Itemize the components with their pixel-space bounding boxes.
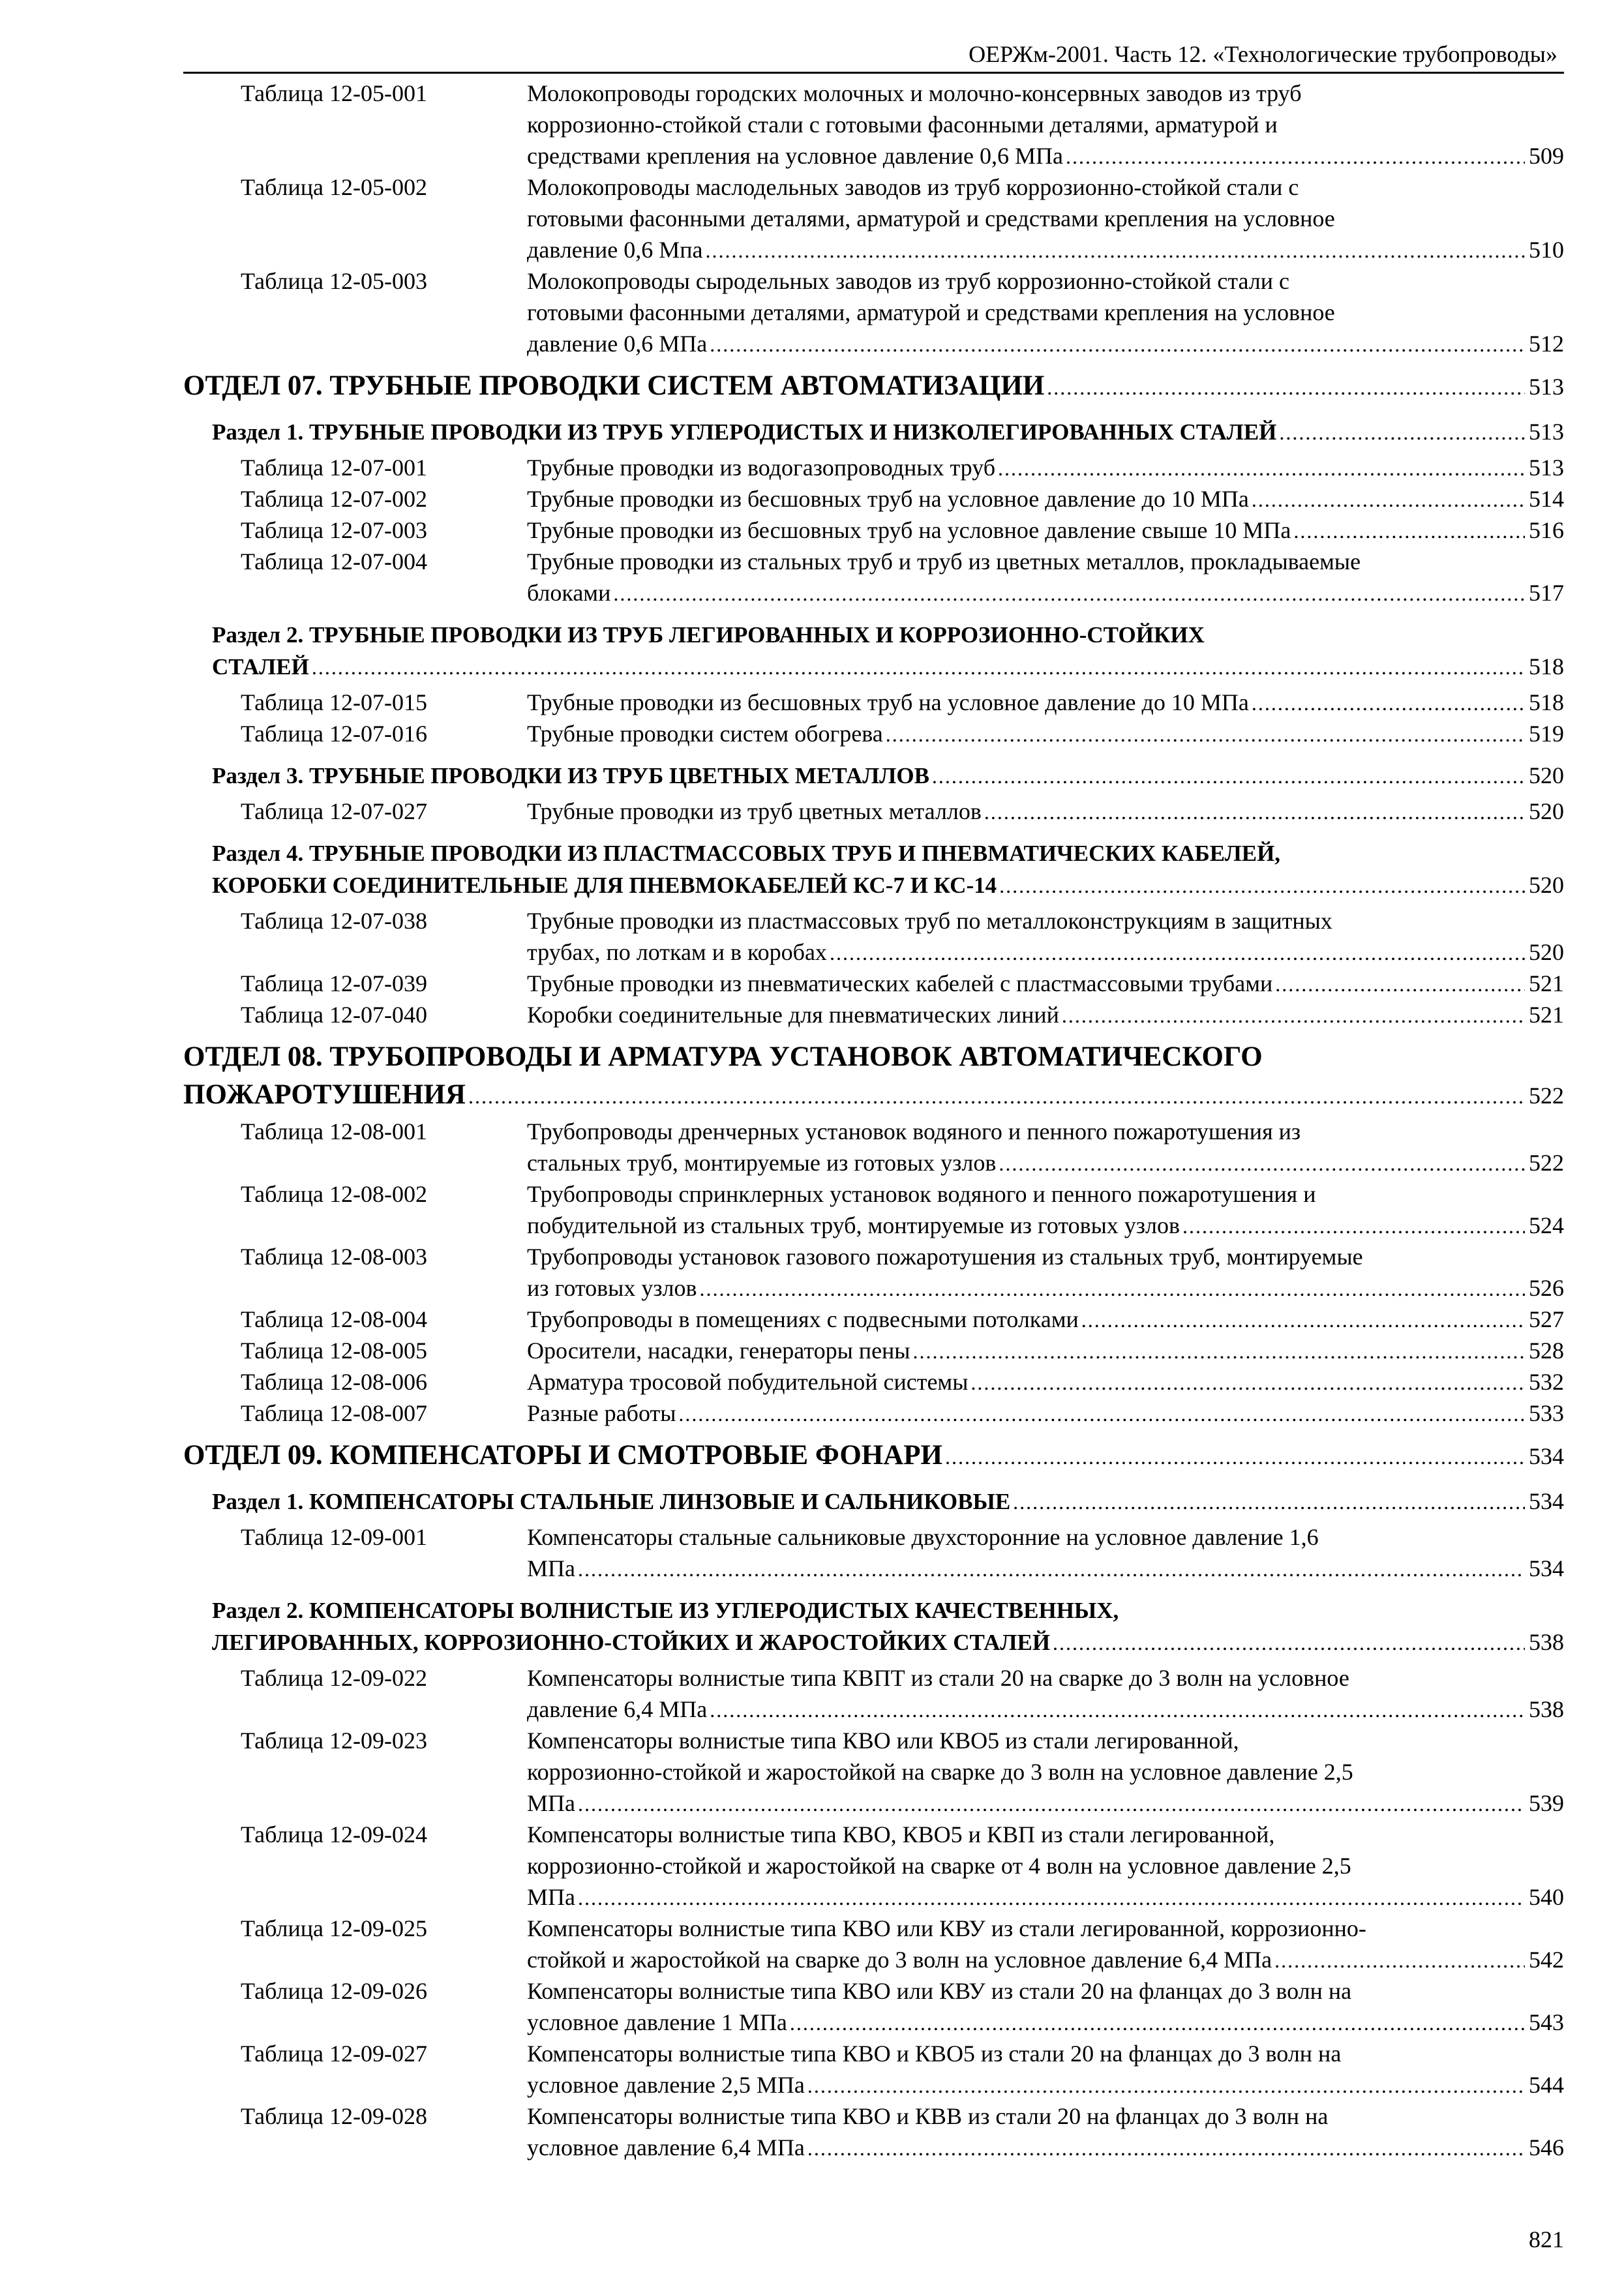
toc-page-number: 518 — [1529, 689, 1564, 715]
toc-page-number: 526 — [1529, 1275, 1564, 1301]
toc-entry-title-line: средствами крепления на условное давление 0,6 МПа — [527, 143, 1063, 169]
toc-table-entry — [183, 1819, 1564, 1913]
toc-page-number: 519 — [1529, 721, 1564, 747]
toc-entry-last-line — [527, 1147, 1564, 1178]
dot-leader — [999, 1151, 1525, 1174]
toc-table-code: Таблица 12-08-006 — [241, 1369, 427, 1395]
toc-entry-title-line: Молокопроводы городских молочных и молочно-консервных заводов из труб — [527, 80, 1302, 106]
toc-section-heading — [183, 837, 1564, 901]
toc-table-entry — [183, 265, 1564, 359]
toc-table-entry — [183, 1304, 1564, 1335]
dot-leader — [710, 1698, 1525, 1721]
dot-leader — [998, 456, 1525, 479]
toc-table-code: Таблица 12-08-005 — [241, 1338, 427, 1364]
toc-table-entry — [183, 172, 1564, 265]
dot-leader — [710, 332, 1525, 355]
toc-page-number: 534 — [1529, 1555, 1564, 1581]
dot-leader — [578, 1885, 1525, 1909]
toc-entry-last-line — [212, 1486, 1564, 1518]
toc-section-heading — [183, 416, 1564, 448]
dot-leader — [468, 1081, 1525, 1109]
toc-page-number: 520 — [1529, 872, 1564, 898]
toc-entry-title-line: Арматура тросовой побудительной системы — [527, 1369, 969, 1395]
toc-section-heading — [183, 1486, 1564, 1518]
toc-entry-title-line: Трубные проводки из бесшовных труб на условное давление до 10 МПа — [527, 689, 1249, 715]
toc-entry-last-line — [527, 328, 1564, 359]
toc-table-code: Таблица 12-08-007 — [241, 1400, 427, 1426]
toc-table-code: Таблица 12-08-001 — [241, 1118, 427, 1144]
dot-leader — [807, 2136, 1525, 2159]
dot-leader — [578, 1791, 1525, 1815]
toc-page-number: 522 — [1529, 1150, 1564, 1176]
toc-table-code: Таблица 12-05-001 — [241, 80, 427, 106]
toc-entry-title-line: стойкой и жаростойкой на сварке до 3 волн на условное давление 6,4 МПа — [527, 1947, 1272, 1973]
toc-entry-title-line: Раздел 1. ТРУБНЫЕ ПРОВОДКИ ИЗ ТРУБ УГЛЕРОДИСТЫХ И НИЗКОЛЕГИРОВАННЫХ СТАЛЕЙ — [212, 419, 1277, 445]
toc-entry-title-line: стальных труб, монтируемые из готовых узлов — [527, 1150, 997, 1176]
toc-department-heading — [183, 367, 1564, 406]
toc-entry-last-line — [527, 687, 1564, 718]
toc-section-heading — [183, 760, 1564, 792]
dot-leader — [1293, 518, 1525, 542]
toc-entry-title-line: Раздел 4. ТРУБНЫЕ ПРОВОДКИ ИЗ ПЛАСТМАССОВЫХ ТРУБ И ПНЕВМАТИЧЕСКИХ КАБЕЛЕЙ, — [212, 841, 1281, 866]
toc-entry-last-line — [527, 999, 1564, 1030]
dot-leader — [1053, 1631, 1525, 1654]
dot-leader — [932, 764, 1525, 787]
toc-entry-title-line: ЛЕГИРОВАННЫХ, КОРРОЗИОННО-СТОЙКИХ И ЖАРОСТОЙКИХ СТАЛЕЙ — [212, 1630, 1051, 1655]
toc-entry-title-line: МПа — [527, 1884, 575, 1910]
toc-entry-title-line: Трубные проводки из стальных труб и труб из цветных металлов, прокладываемые — [527, 548, 1361, 575]
toc-entry-last-line — [527, 1944, 1564, 1975]
toc-entry-last-line — [527, 2132, 1564, 2163]
running-header — [183, 35, 1564, 74]
dot-leader — [830, 940, 1525, 964]
toc-table-code: Таблица 12-08-004 — [241, 1306, 427, 1332]
toc-section-heading — [183, 619, 1564, 683]
toc-page-number: 532 — [1529, 1369, 1564, 1395]
toc-page-number: 522 — [1529, 1083, 1564, 1109]
toc-table-code: Таблица 12-05-002 — [241, 174, 427, 200]
toc-page-number: 539 — [1529, 1790, 1564, 1816]
dot-leader — [807, 2073, 1525, 2097]
toc-section-heading — [183, 1594, 1564, 1658]
toc-entry-title-line: давление 0,6 Мпа — [527, 237, 703, 263]
toc-table-code: Таблица 12-05-003 — [241, 268, 427, 294]
toc-table-entry — [183, 687, 1564, 718]
dot-leader — [945, 1441, 1525, 1469]
toc-entry-title-line: Компенсаторы волнистые типа КВО и КВО5 из стали 20 на фланцах до 3 волн на — [527, 2041, 1342, 2067]
dot-leader — [1274, 1948, 1525, 1971]
toc-page-number: 513 — [1529, 374, 1564, 400]
toc-entry-title-line: Трубные проводки из водогазопроводных труб — [527, 455, 996, 481]
toc-page-number: 516 — [1529, 517, 1564, 543]
toc-table-entry — [183, 483, 1564, 515]
toc-entry-last-line — [527, 515, 1564, 546]
toc-table-code: Таблица 12-08-002 — [241, 1181, 427, 1207]
toc-entry-title-line: Трубные проводки систем обогрева — [527, 721, 883, 747]
toc-table-entry — [183, 718, 1564, 749]
toc-entry-title-line: Разные работы — [527, 1400, 676, 1426]
dot-leader — [790, 2011, 1525, 2034]
toc-table-code: Таблица 12-09-025 — [241, 1915, 427, 1941]
toc-entry-last-line — [527, 1272, 1564, 1304]
toc-entry-last-line — [527, 1210, 1564, 1241]
running-header-text: ОЕРЖм-2001. Часть 12. «Технологические трубопроводы» — [969, 41, 1557, 67]
toc-table-code: Таблица 12-07-004 — [241, 548, 427, 575]
toc-page-number: 520 — [1529, 798, 1564, 824]
toc-page-number: 543 — [1529, 2009, 1564, 2035]
toc-entry-last-line — [212, 869, 1564, 901]
toc-table-code: Таблица 12-09-023 — [241, 1728, 427, 1754]
dot-leader — [913, 1339, 1526, 1362]
dot-leader — [613, 581, 1525, 605]
toc-entry-title-line: Компенсаторы волнистые типа КВО или КВУ из стали 20 на фланцах до 3 волн на — [527, 1978, 1352, 2004]
toc-page-number: 538 — [1529, 1629, 1564, 1655]
toc-entry-last-line — [527, 1304, 1564, 1335]
toc-entry-title-line: Молокопроводы сыродельных заводов из труб коррозионно-стойкой стали с — [527, 268, 1290, 294]
toc-entry-last-line — [527, 936, 1564, 968]
toc-entry-last-line — [527, 2069, 1564, 2101]
toc-page-number: 538 — [1529, 1696, 1564, 1722]
toc-entry-title-line: Оросители, насадки, генераторы пены — [527, 1338, 910, 1364]
toc-entry-title-line: коррозионно-стойкой и жаростойкой на сварке до 3 волн на условное давление 2,5 — [527, 1759, 1353, 1785]
toc-table-entry — [183, 1241, 1564, 1304]
toc-entry-title-line: коррозионно-стойкой стали с готовыми фасонными деталями, арматурой и — [527, 112, 1278, 138]
toc-entry-title-line: условное давление 1 МПа — [527, 2009, 787, 2035]
toc-table-code: Таблица 12-09-022 — [241, 1665, 427, 1691]
toc-page-number: 546 — [1529, 2134, 1564, 2161]
toc-table-entry — [183, 78, 1564, 172]
toc-entry-last-line — [183, 367, 1564, 406]
toc-entry-last-line — [527, 483, 1564, 515]
toc-entry-title-line: Компенсаторы волнистые типа КВО, КВО5 и КВП из стали легированной, — [527, 1821, 1275, 1848]
toc-entry-last-line — [183, 1437, 1564, 1475]
toc-entry-title-line: Коробки соединительные для пневматических линий — [527, 1002, 1059, 1028]
toc-entry-title-line: Молокопроводы маслодельных заводов из труб коррозионно-стойкой стали с — [527, 174, 1299, 200]
toc-entry-last-line — [527, 1881, 1564, 1913]
toc-entry-last-line — [527, 140, 1564, 172]
toc-table-code: Таблица 12-09-028 — [241, 2103, 427, 2129]
toc-entry-last-line — [527, 1366, 1564, 1398]
dot-leader — [1062, 1003, 1525, 1026]
toc-table-code: Таблица 12-09-027 — [241, 2041, 427, 2067]
toc-page-number: 521 — [1529, 970, 1564, 996]
toc-table-code: Таблица 12-09-026 — [241, 1978, 427, 2004]
dot-leader — [1252, 487, 1525, 511]
toc-entry-title-line: Раздел 1. КОМПЕНСАТОРЫ СТАЛЬНЫЕ ЛИНЗОВЫЕ И САЛЬНИКОВЫЕ — [212, 1489, 1011, 1514]
toc-entry-title-line: Компенсаторы стальные сальниковые двухсторонние на условное давление 1,6 — [527, 1524, 1319, 1550]
toc-entry-title-line: ОТДЕЛ 07. ТРУБНЫЕ ПРОВОДКИ СИСТЕМ АВТОМАТИЗАЦИИ — [183, 370, 1045, 401]
toc-entry-last-line — [527, 577, 1564, 608]
dot-leader — [1279, 421, 1525, 443]
toc-entry-last-line — [183, 1076, 1564, 1115]
dot-leader — [1275, 972, 1525, 995]
toc-entry-last-line — [527, 1553, 1564, 1584]
toc-entry-title-line: Раздел 2. КОМПЕНСАТОРЫ ВОЛНИСТЫЕ ИЗ УГЛЕРОДИСТЫХ КАЧЕСТВЕННЫХ, — [212, 1598, 1119, 1623]
table-of-contents — [183, 78, 1564, 2163]
toc-entry-title-line: Трубопроводы спринклерных установок водяного и пенного пожаротушения и — [527, 1181, 1316, 1207]
toc-page-number: 520 — [1529, 939, 1564, 965]
toc-entry-title-line: давление 6,4 МПа — [527, 1696, 708, 1722]
toc-table-code: Таблица 12-07-001 — [241, 455, 427, 481]
toc-entry-last-line — [527, 1398, 1564, 1429]
toc-entry-title-line: Раздел 2. ТРУБНЫЕ ПРОВОДКИ ИЗ ТРУБ ЛЕГИРОВАННЫХ И КОРРОЗИОННО-СТОЙКИХ — [212, 622, 1205, 648]
dot-leader — [1252, 691, 1525, 714]
toc-entry-last-line — [527, 234, 1564, 265]
toc-entry-title-line: из готовых узлов — [527, 1275, 697, 1301]
toc-page-number: 513 — [1529, 455, 1564, 481]
toc-page-number: 534 — [1529, 1488, 1564, 1514]
toc-table-code: Таблица 12-07-038 — [241, 908, 427, 934]
toc-table-code: Таблица 12-09-024 — [241, 1821, 427, 1848]
toc-table-entry — [183, 515, 1564, 546]
toc-entry-last-line — [212, 760, 1564, 792]
toc-entry-title-line: Трубопроводы дренчерных установок водяного и пенного пожаротушения из — [527, 1118, 1301, 1144]
toc-page-number: 518 — [1529, 653, 1564, 680]
toc-page-number: 540 — [1529, 1884, 1564, 1910]
toc-entry-title-line: блоками — [527, 580, 611, 606]
toc-page-number: 544 — [1529, 2072, 1564, 2098]
toc-table-entry — [183, 999, 1564, 1030]
toc-entry-title-line: ОТДЕЛ 09. КОМПЕНСАТОРЫ И СМОТРОВЫЕ ФОНАРИ — [183, 1440, 942, 1471]
toc-page-number: 542 — [1529, 1947, 1564, 1973]
toc-table-entry — [183, 546, 1564, 608]
toc-department-heading — [183, 1038, 1564, 1115]
toc-table-entry — [183, 2038, 1564, 2101]
toc-table-entry — [183, 1398, 1564, 1429]
toc-table-entry — [183, 1662, 1564, 1725]
toc-entry-title-line: побудительной из стальных труб, монтируемые из готовых узлов — [527, 1212, 1180, 1238]
toc-entry-title-line: ОТДЕЛ 08. ТРУБОПРОВОДЫ И АРМАТУРА УСТАНОВОК АВТОМАТИЧЕСКОГО — [183, 1041, 1263, 1072]
toc-entry-title-line: готовыми фасонными деталями, арматурой и средствами крепления на условное — [527, 205, 1335, 232]
dot-leader — [970, 1370, 1525, 1394]
toc-table-code: Таблица 12-07-040 — [241, 1002, 427, 1028]
toc-page-number: 528 — [1529, 1338, 1564, 1364]
toc-table-entry — [183, 1116, 1564, 1178]
toc-table-entry — [183, 1178, 1564, 1241]
toc-table-code: Таблица 12-07-027 — [241, 798, 427, 824]
toc-table-entry — [183, 2101, 1564, 2163]
toc-table-entry — [183, 968, 1564, 999]
toc-entry-title-line: Трубные проводки из пневматических кабелей с пластмассовыми трубами — [527, 970, 1273, 996]
toc-table-entry — [183, 1521, 1564, 1584]
toc-entry-title-line: ПОЖАРОТУШЕНИЯ — [183, 1079, 466, 1110]
toc-entry-last-line — [527, 452, 1564, 483]
toc-page-number: 510 — [1529, 237, 1564, 263]
toc-table-entry — [183, 1335, 1564, 1366]
toc-entry-title-line: МПа — [527, 1790, 575, 1816]
toc-page-number: 521 — [1529, 1002, 1564, 1028]
dot-leader — [1182, 1214, 1525, 1237]
dot-leader — [886, 722, 1525, 745]
toc-table-code: Таблица 12-09-001 — [241, 1524, 427, 1550]
toc-entry-last-line — [527, 1694, 1564, 1725]
toc-entry-title-line: МПа — [527, 1555, 575, 1581]
toc-entry-title-line: Компенсаторы волнистые типа КВО и КВВ из стали 20 на фланцах до 3 волн на — [527, 2103, 1329, 2129]
toc-entry-title-line: условное давление 2,5 МПа — [527, 2072, 805, 2098]
toc-page-number: 514 — [1529, 486, 1564, 512]
toc-entry-title-line: Трубопроводы установок газового пожаротушения из стальных труб, монтируемые — [527, 1244, 1363, 1270]
dot-leader — [678, 1401, 1525, 1425]
dot-leader — [1013, 1490, 1525, 1513]
toc-table-code: Таблица 12-07-002 — [241, 486, 427, 512]
toc-page-number: 517 — [1529, 580, 1564, 606]
toc-entry-title-line: КОРОБКИ СОЕДИНИТЕЛЬНЫЕ ДЛЯ ПНЕВМОКАБЕЛЕЙ КС-7 И КС-14 — [212, 873, 997, 898]
toc-entry-title-line: Трубопроводы в помещениях с подвесными потолками — [527, 1306, 1079, 1332]
toc-page-number: 534 — [1529, 1443, 1564, 1469]
toc-page-number: 527 — [1529, 1306, 1564, 1332]
toc-entry-title-line: готовыми фасонными деталями, арматурой и средствами крепления на условное — [527, 299, 1335, 325]
dot-leader — [999, 874, 1525, 897]
toc-entry-title-line: коррозионно-стойкой и жаростойкой на сварке от 4 волн на условное давление 2,5 — [527, 1853, 1351, 1879]
page-number: 821 — [1529, 2226, 1564, 2252]
toc-entry-title-line: Трубные проводки из бесшовных труб на условное давление до 10 МПа — [527, 486, 1249, 512]
toc-entry-last-line — [212, 651, 1564, 683]
toc-table-entry — [183, 796, 1564, 827]
toc-page-number: 520 — [1529, 762, 1564, 788]
toc-page-number: 524 — [1529, 1212, 1564, 1238]
toc-entry-last-line — [212, 1626, 1564, 1658]
toc-page-number: 512 — [1529, 331, 1564, 357]
toc-entry-last-line — [212, 416, 1564, 448]
toc-table-code: Таблица 12-07-039 — [241, 970, 427, 996]
toc-page-number: 513 — [1529, 419, 1564, 445]
dot-leader — [1047, 372, 1525, 400]
toc-entry-last-line — [527, 718, 1564, 749]
toc-table-code: Таблица 12-07-015 — [241, 689, 427, 715]
dot-leader — [578, 1557, 1525, 1580]
toc-entry-last-line — [527, 1335, 1564, 1366]
toc-table-entry — [183, 905, 1564, 968]
toc-table-code: Таблица 12-07-003 — [241, 517, 427, 543]
dot-leader — [700, 1276, 1525, 1300]
dot-leader — [312, 655, 1525, 678]
toc-entry-title-line: Компенсаторы волнистые типа КВО или КВУ из стали легированной, коррозионно- — [527, 1915, 1366, 1941]
toc-entry-title-line: Компенсаторы волнистые типа КВПТ из стали 20 на сварке до 3 волн на условное — [527, 1665, 1349, 1691]
toc-table-entry — [183, 1913, 1564, 1975]
toc-table-entry — [183, 1725, 1564, 1819]
toc-table-code: Таблица 12-07-016 — [241, 721, 427, 747]
toc-entry-title-line: Компенсаторы волнистые типа КВО или КВО5 из стали легированной, — [527, 1728, 1239, 1754]
toc-entry-title-line: трубах, по лоткам и в коробах — [527, 939, 827, 965]
toc-entry-title-line: СТАЛЕЙ — [212, 654, 309, 680]
toc-entry-last-line — [527, 1788, 1564, 1819]
toc-entry-title-line: давление 0,6 МПа — [527, 331, 708, 357]
dot-leader — [984, 800, 1525, 823]
dot-leader — [1066, 144, 1525, 168]
toc-entry-title-line: Раздел 3. ТРУБНЫЕ ПРОВОДКИ ИЗ ТРУБ ЦВЕТНЫХ МЕТАЛЛОВ — [212, 763, 929, 788]
dot-leader — [1081, 1308, 1525, 1331]
toc-entry-last-line — [527, 968, 1564, 999]
toc-table-entry — [183, 452, 1564, 483]
toc-entry-last-line — [527, 2007, 1564, 2038]
toc-table-entry — [183, 1366, 1564, 1398]
dot-leader — [706, 238, 1525, 262]
toc-entry-title-line: условное давление 6,4 МПа — [527, 2134, 805, 2161]
toc-entry-last-line — [527, 796, 1564, 827]
toc-department-heading — [183, 1437, 1564, 1475]
toc-entry-title-line: Трубные проводки из труб цветных металлов — [527, 798, 982, 824]
toc-table-entry — [183, 1975, 1564, 2038]
toc-entry-title-line: Трубные проводки из бесшовных труб на условное давление свыше 10 МПа — [527, 517, 1291, 543]
toc-table-code: Таблица 12-08-003 — [241, 1244, 427, 1270]
toc-entry-title-line: Трубные проводки из пластмассовых труб по металлоконструкциям в защитных — [527, 908, 1332, 934]
toc-page-number: 509 — [1529, 143, 1564, 169]
toc-page-number: 533 — [1529, 1400, 1564, 1426]
